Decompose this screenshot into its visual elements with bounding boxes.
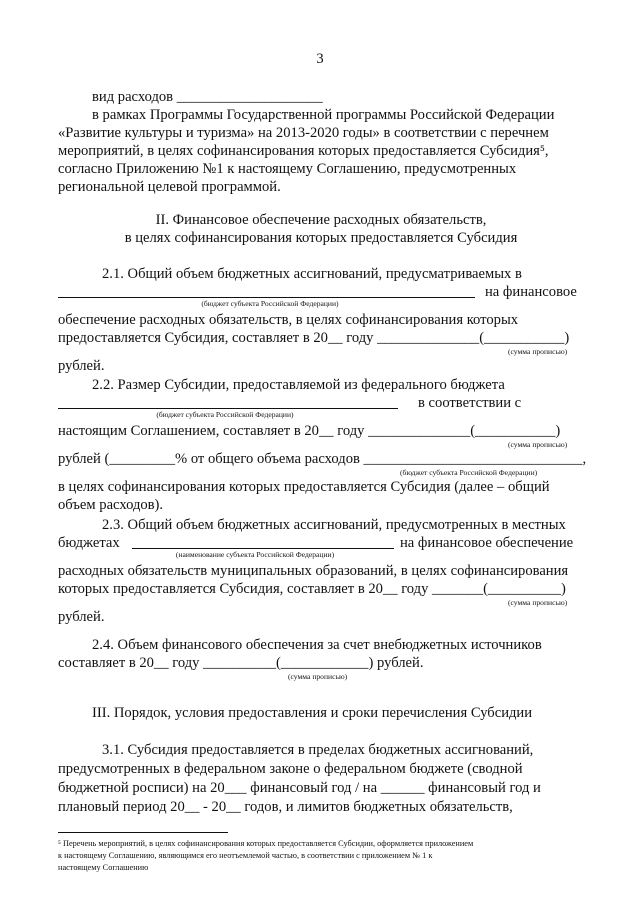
clause-3-1-line-1: 3.1. Субсидия предоставляется в пределах бюджетных ассигнований, (102, 742, 534, 758)
clause-2-1-line-1: 2.1. Общий объем бюджетных ассигнований, предусматриваемых в (102, 266, 522, 282)
caption-amount-in-words: (сумма прописью) (508, 347, 568, 356)
clause-2-1-line-2-tail: на финансовое (485, 284, 577, 300)
clause-2-2-line-4: рублей (_________% от общего объема расходов ______________________________, (58, 451, 587, 467)
clause-3-1-line-3: бюджетной росписи) на 20___ финансовый год / на ______ финансовый год и (58, 780, 541, 796)
clause-3-1-line-2: предусмотренных в федеральном законе о федеральном бюджете (сводной (58, 761, 523, 777)
intro-line-1: в рамках Программы Государственной программы Российской Федерации (92, 107, 555, 123)
clause-2-3-line-5: рублей. (58, 609, 105, 625)
clause-2-3-line-2-head: бюджетах (58, 535, 120, 551)
footnote-line-3: настоящему Соглашению (58, 863, 149, 872)
clause-2-2-line-3: настоящим Соглашением, составляет в 20__ году ______________(___________) (58, 423, 561, 439)
caption-budget-subject: (бюджет субъекта Российской Федерации) (400, 468, 538, 477)
clause-3-1-line-4: плановый период 20__ - 20__ годов, и лимитов бюджетных обязательств, (58, 799, 513, 815)
caption-amount-in-words: (сумма прописью) (508, 440, 568, 449)
clause-2-3-line-2-tail: на финансовое обеспечение (400, 535, 574, 551)
blank-budget-line (58, 297, 475, 298)
caption-subject-name: (наименование субъекта Российской Федерации) (175, 550, 335, 559)
blank-subject-name-line (132, 548, 394, 549)
footnote-separator (58, 832, 228, 833)
clause-2-2-line-2-tail: в соответствии с (418, 395, 522, 411)
footnote-line-2: к настоящему Соглашению, являющимся его неотъемлемой частью, в соответствии с приложением № 1 к (58, 851, 433, 860)
clause-2-2-line-1: 2.2. Размер Субсидии, предоставляемой из федерального бюджета (92, 377, 505, 393)
intro-line-5: региональной целевой программой. (58, 179, 281, 195)
section-2-title-line-1: II. Финансовое обеспечение расходных обязательств, (155, 212, 487, 228)
clause-2-1-line-4: предоставляется Субсидия, составляет в 20__ году ______________(___________) (58, 330, 570, 346)
footnote-line-1: ⁵ Перечень мероприятий, в целях софинансирования которых предоставляется Субсидии, оформляется приложением (58, 839, 474, 848)
caption-amount-in-words: (сумма прописью) (508, 598, 568, 607)
clause-2-3-line-4: которых предоставляется Субсидия, составляет в 20__ году _______(__________) (58, 581, 566, 597)
clause-2-2-line-6: объем расходов). (58, 497, 164, 513)
section-3-title: III. Порядок, условия предоставления и сроки перечисления Субсидии (92, 705, 533, 721)
clause-2-3-line-3: расходных обязательств муниципальных образований, в целях софинансирования (58, 563, 569, 579)
caption-budget-subject: (бюджет субъекта Российской Федерации) (156, 410, 294, 419)
blank-budget-line (58, 408, 398, 409)
clause-2-4-line-1: 2.4. Объем финансового обеспечения за счет внебюджетных источников (92, 637, 542, 653)
expense-type-line: вид расходов ____________________ (92, 89, 323, 105)
intro-line-3: мероприятий, в целях софинансирования которых предоставляется Субсидия⁵, (58, 143, 549, 159)
caption-budget-subject: (бюджет субъекта Российской Федерации) (201, 299, 339, 308)
intro-line-2: «Развитие культуры и туризма» на 2013-2020 годы» в соответствии с перечнем (58, 125, 549, 141)
caption-amount-in-words: (сумма прописью) (288, 672, 348, 681)
section-2-title-line-2: в целях софинансирования которых предоставляется Субсидия (124, 230, 518, 246)
clause-2-2-line-5: в целях софинансирования которых предоставляется Субсидия (далее – общий (58, 479, 550, 495)
intro-line-4: согласно Приложению №1 к настоящему Соглашению, предусмотренных (58, 161, 517, 177)
page-number: 3 (316, 51, 324, 67)
clause-2-1-line-5: рублей. (58, 358, 105, 374)
clause-2-4-line-2: составляет в 20__ году __________(____________) рублей. (58, 655, 424, 671)
clause-2-3-line-1: 2.3. Общий объем бюджетных ассигнований, предусмотренных в местных (102, 517, 566, 533)
clause-2-1-line-3: обеспечение расходных обязательств, в целях софинансирования которых (58, 312, 519, 328)
